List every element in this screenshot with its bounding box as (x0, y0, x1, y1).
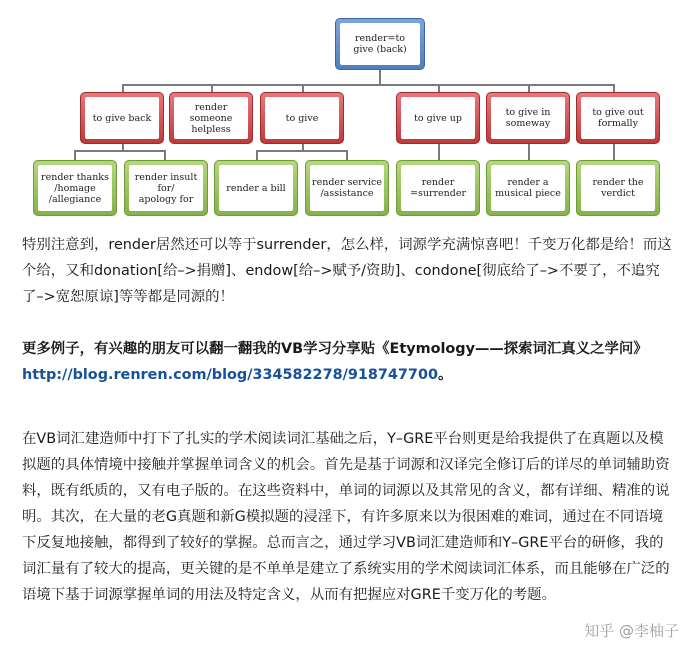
connector-mid-5 (528, 84, 530, 92)
connector-leaf-6 (528, 144, 530, 160)
leaf-node-label: render thanks /homage /allegiance (41, 171, 109, 205)
connector-leaf-5 (438, 144, 440, 160)
etymology-tree-diagram (0, 0, 697, 230)
watermark-text: 知乎 @李柚子 (584, 622, 679, 640)
mid-node-label: to give out formally (592, 107, 644, 129)
leaf-node-render-the-verdict (576, 160, 660, 216)
connector-root-down (379, 70, 381, 84)
mid-node-to-give-up (396, 92, 480, 144)
root-node (335, 18, 425, 70)
connector-mid-6 (613, 84, 615, 92)
more-examples-text: 更多例子，有兴趣的朋友可以翻一翻我的VB学习分享贴《Etymology——探索词汇真义之学问》 (22, 341, 648, 357)
mid-node-label: to give back (92, 112, 152, 124)
more-examples-end: 。 (437, 367, 453, 383)
mid-node-render-someone-helpless (169, 92, 253, 144)
leaf-node-render-a-bill (214, 160, 298, 216)
zhihu-watermark (584, 621, 679, 641)
connector-back-bar (74, 150, 166, 152)
paragraph-more-examples (22, 336, 672, 388)
mid-node-label: to give (285, 112, 319, 124)
leaf-node-label: render =surrender (409, 177, 467, 199)
connector-back-down (122, 144, 124, 152)
connector-leaf-7 (613, 144, 615, 160)
connector-mid-2 (211, 84, 213, 92)
mid-node-to-give-in-someway (486, 92, 570, 144)
paragraph-render-surrender: 特别注意到，render居然还可以等于surrender，怎么样，词源学充满惊喜吧！千变万化都是给！而这个给，又和donation[给–>捐赠]、endow[给–>赋予/资助]、condone[彻底给了–>不要了，不追究了–>宽恕原谅]等等都是同源的！ (22, 237, 672, 305)
leaf-node-render-service (305, 160, 389, 216)
mid-node-label: to give in someway (505, 107, 551, 129)
leaf-node-label: render a bill (226, 182, 286, 194)
mid-node-to-give-out-formally (576, 92, 660, 144)
connector-leaf-2 (164, 150, 166, 160)
leaf-node-render-musical-piece (486, 160, 570, 216)
leaf-node-label: render service /assistance (312, 177, 382, 199)
connector-give-down (302, 144, 304, 152)
blog-link[interactable]: http://blog.renren.com/blog/334582278/918747700 (22, 367, 438, 383)
root-node-label: render=to give (back) (353, 33, 407, 55)
mid-node-label: to give up (414, 112, 462, 124)
mid-node-to-give (260, 92, 344, 144)
leaf-node-render-thanks (33, 160, 117, 216)
connector-mid-4 (438, 84, 440, 92)
mid-node-label: render someone helpless (189, 101, 233, 135)
connector-mid-1 (122, 84, 124, 92)
paragraph-vb-ygre: 在VB词汇建造师中打下了扎实的学术阅读词汇基础之后，Y–GRE平台则更是给我提供了在真题以及模拟题的具体情境中接触并掌握单词含义的机会。首先是基于词源和汉译完全修订后的详尽的单词辅助资料，既有纸质的，又有电子版的。在这些资料中，单词的词源以及其常见的含义，都有详细、精准的说明。其次，在大量的老G真题和新G模拟题的浸淫下，有许多原来以为很困难的难词，通过在不同语境下反复地接触，都得到了较好的掌握。总而言之，通过学习VB词汇建造师和Y–GRE平台的研修，我的词汇量有了较大的提高，更关键的是不单单是建立了系统实用的学术阅读词汇体系，而且能够在广泛的语境下基于词源掌握单词的用法及特定含义，从而有把握应对GRE千变万化的考题。 (22, 431, 670, 603)
leaf-node-label: render insult for/ apology for (134, 171, 198, 205)
connector-leaf-4 (346, 150, 348, 160)
connector-mid-bar (122, 84, 615, 86)
leaf-node-label: render a musical piece (495, 177, 561, 199)
leaf-node-label: render the verdict (592, 177, 644, 199)
connector-leaf-3 (256, 150, 258, 160)
mid-node-to-give-back (80, 92, 164, 144)
leaf-node-render-surrender (396, 160, 480, 216)
leaf-node-render-insult (124, 160, 208, 216)
connector-mid-3 (302, 84, 304, 92)
connector-leaf-1 (74, 150, 76, 160)
